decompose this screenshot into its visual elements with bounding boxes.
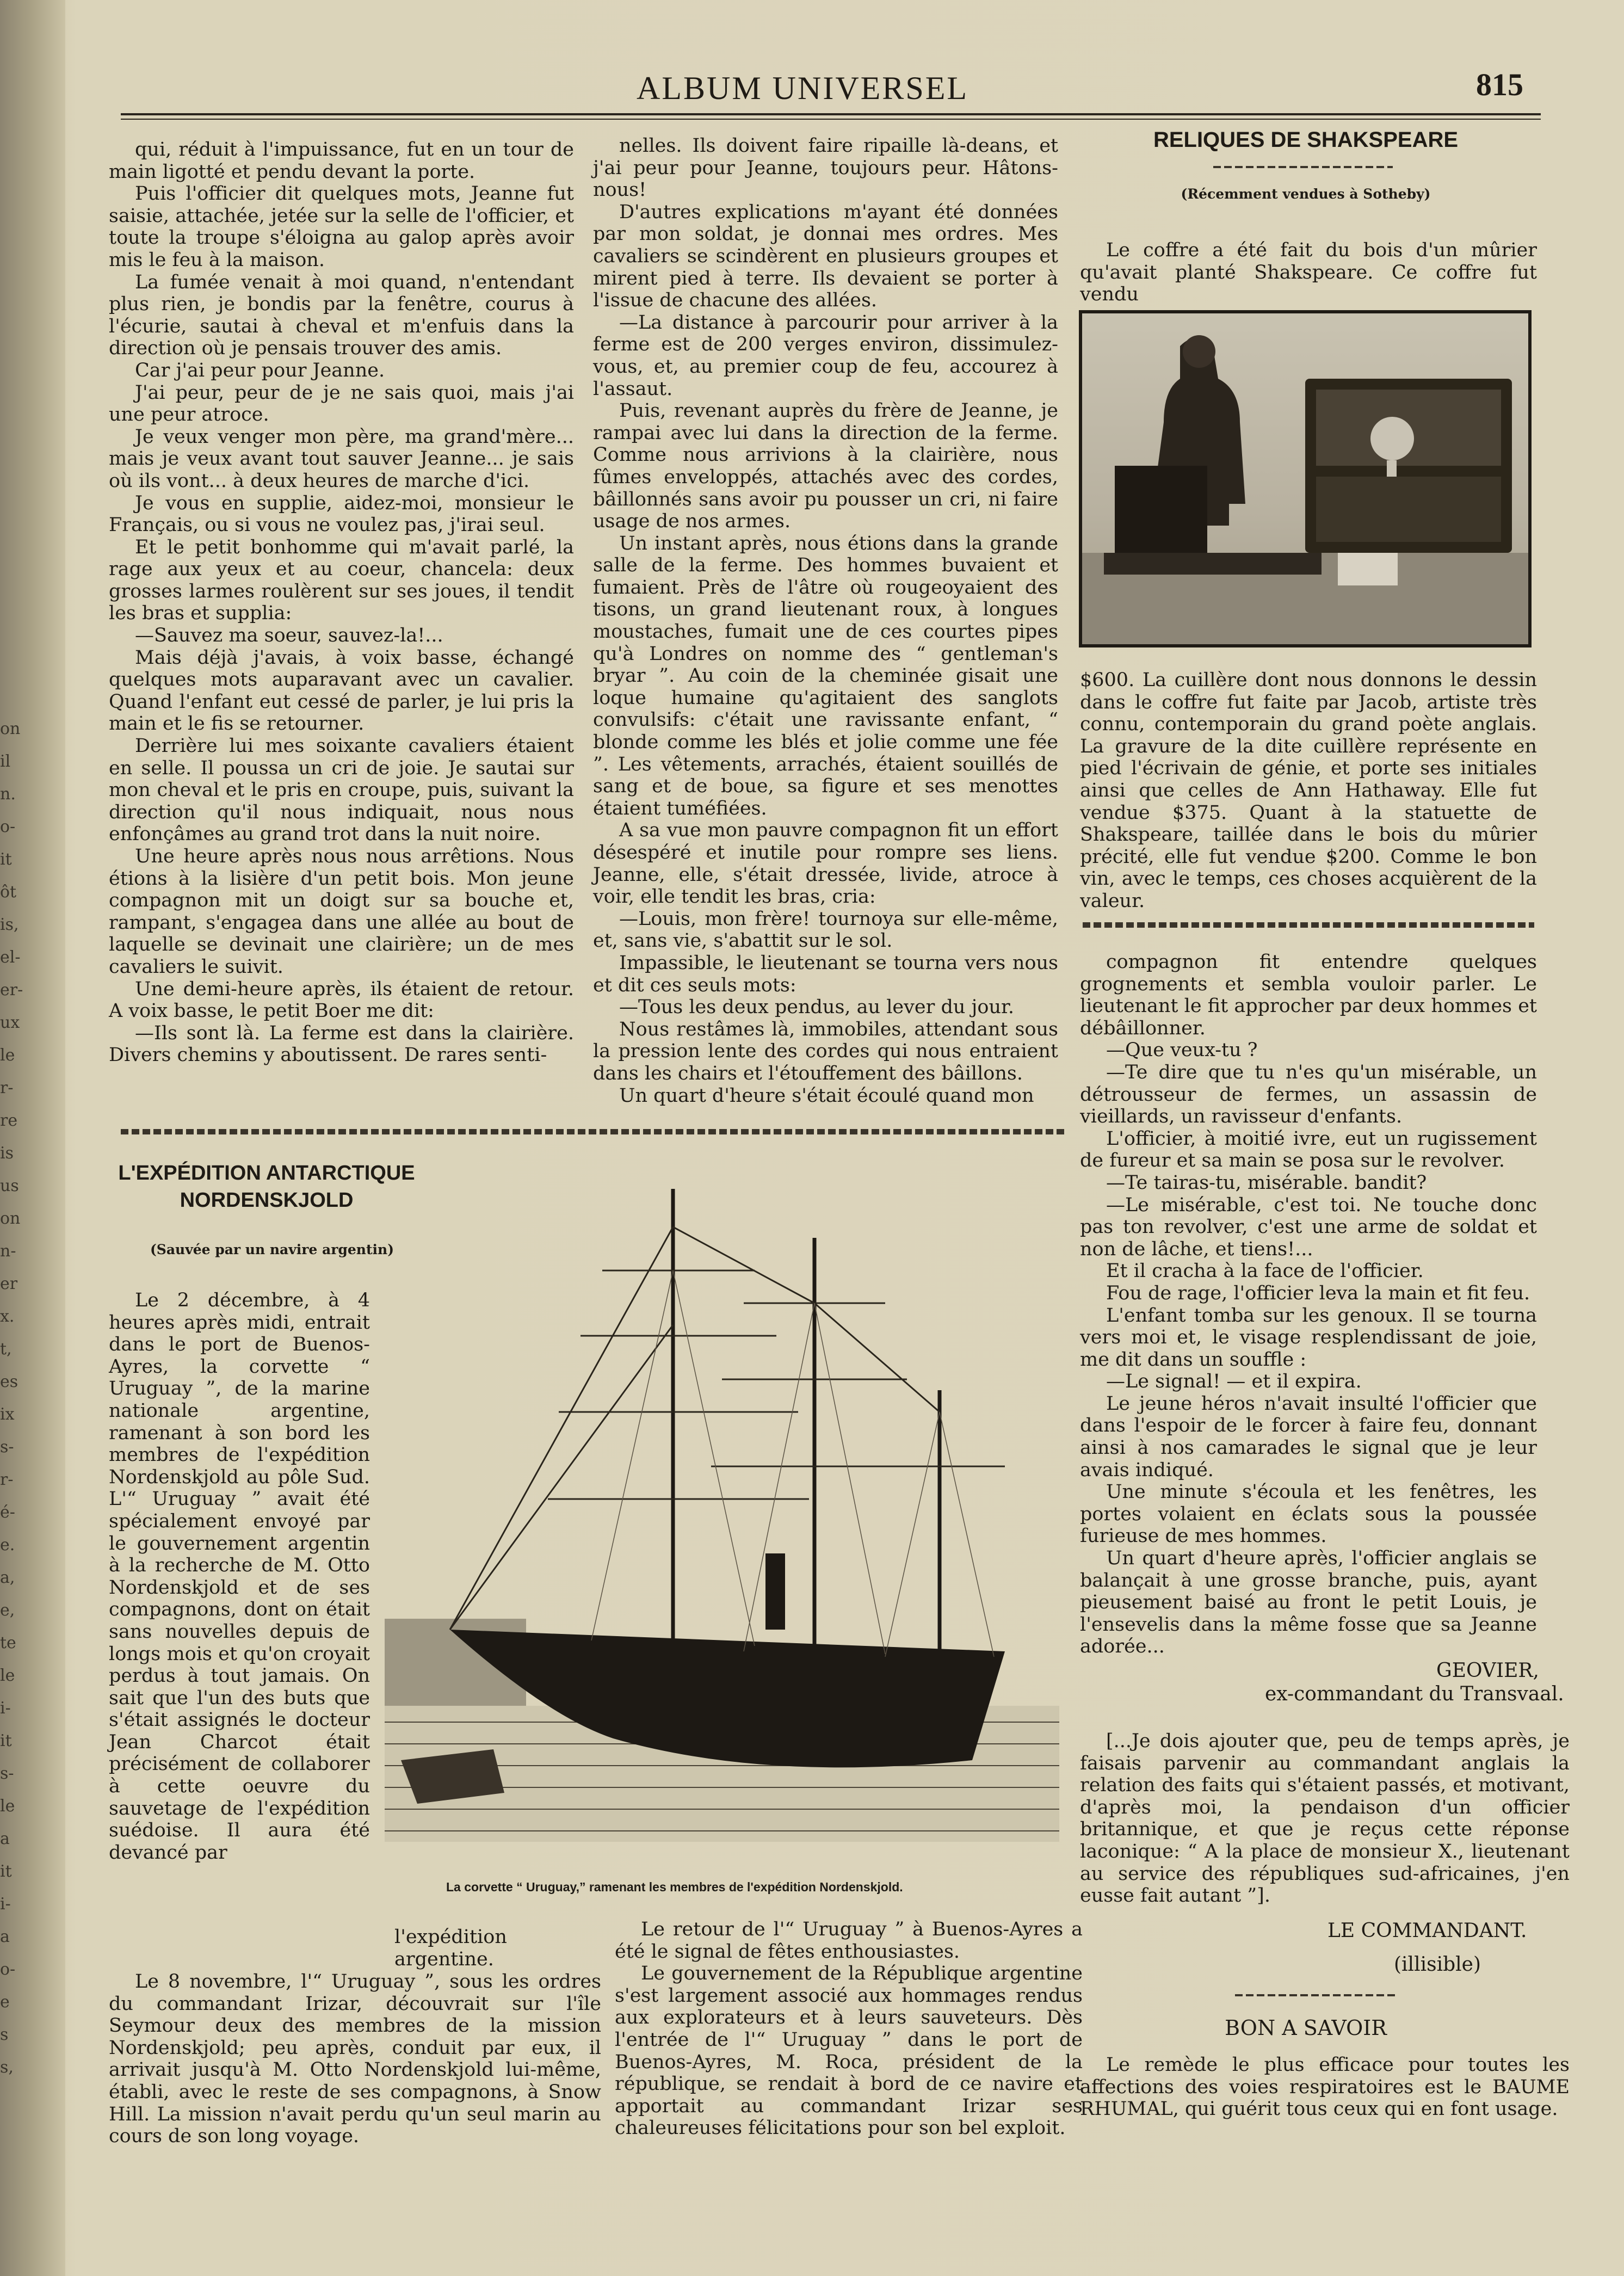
story-paragraph: —Sauvez ma soeur, sauvez-la!... — [135, 625, 443, 647]
margin-fragment: e. — [0, 1535, 15, 1555]
story-paragraph: —Que veux-tu ? — [1106, 1039, 1258, 1062]
margin-fragment: x. — [0, 1307, 15, 1326]
reliques-intro-text: Le coffre a été fait du bois d'un mûrier qu'avait planté Shakspeare. Ce coffre fut vendu — [1080, 239, 1537, 306]
story-paragraph: Nous restâmes là, immobiles, attendant sous la pression lente des cordes qui nous entraient dans les chairs et l'étouffement des bâillons. — [593, 1018, 1058, 1084]
antarctic-narrow-text: Le 2 décembre, à 4 heures après midi, entrait dans le port de Buenos-Ayres, la corvette “ Uruguay ”, de la marine nationale argentine, ramenant à son bord les membres de l'expédition Nordenskjold au pôle Sud. L'“ Uruguay ” avait été spécialement envoyé par le gouvernement argentin à la recherche de M. Otto Nordenskjold et de ses compagnons, dont on était sans nouvelles depuis de longs mois et qu'on croyait perdus à tout jamais. On sait que l'un des buts que s'était assignés le docteur Jean Charcot était précisément de collaborer à cette oeuvre du sauvetage de l'expédition suédoise. Il aura été devancé par — [109, 1290, 370, 1864]
margin-fragment: is — [0, 1144, 14, 1163]
story-paragraph: compagnon fit entendre quelques grognements et sembla vouloir parler. Le lieutenant le fit approcher par deux hommes et débâillonner. — [1080, 951, 1537, 1039]
antarctic-second-paragraph — [109, 1971, 601, 2148]
margin-fragment: é- — [0, 1503, 15, 1522]
margin-fragment: a — [0, 1829, 10, 1848]
bon-a-savoir-text: Le remède le plus efficace pour toutes les affections des voies respiratoires est le BAUME RHUMAL, qui guérit tous ceux qui en font usage. — [1080, 2054, 1570, 2120]
reliques-body-text: $600. La cuillère dont nous donnons le dessin dans le coffre fut faite par Jacob, artiste très connu, contemporain du grand poète anglais. La gravure de la dite cuillère représente en pied l'écrivain de génie, et porte ses initiales ainsi que celles de Ann Hathaway. Elle fut vendue $375. Quant à la statuette de Shakspeare, taillée dans le bois du mûrier précité, elle fut vendue $200. Comme le bon vin, avec le temps, ces choses acquièrent de la valeur. — [1080, 669, 1537, 912]
reliques-divider — [1213, 166, 1393, 168]
margin-fragment: is, — [0, 915, 19, 934]
margin-fragment: le — [0, 1046, 15, 1065]
margin-fragment: a, — [0, 1568, 15, 1587]
story-paragraph: —Louis, mon frère! tournoya sur elle-même, et, sans vie, s'abattit sur le sol. — [593, 908, 1058, 952]
story-paragraph: —Le misérable, c'est toi. Ne touche donc pas ton revolver, c'est une arme de soldat et non de lâche, et tiens!... — [1080, 1194, 1537, 1260]
margin-fragment: o- — [0, 817, 16, 836]
antarctic-wide-tail — [394, 1926, 579, 1970]
margin-fragment: it — [0, 1731, 12, 1750]
story-paragraph: Mais déjà j'avais, à voix basse, échangé quelques mots auparavant avec un cavalier. Quand l'enfant eut cessé de parler, je lui pris la main et le fis se retourner. — [109, 646, 574, 735]
margin-fragment: te — [0, 1633, 16, 1652]
margin-fragment: es — [0, 1372, 18, 1391]
editor-note — [1080, 1730, 1570, 1907]
margin-fragment: t, — [0, 1340, 12, 1359]
previous-page-margin-fragments — [0, 718, 26, 2089]
story-paragraph: —Te tairas-tu, misérable. bandit? — [1106, 1171, 1427, 1194]
story-paragraph: Puis l'officier dit quelques mots, Jeanne fut saisie, attachée, jetée sur la selle de l'officier, et toute la troupe s'éloigna au galop après avoir mis le feu à la maison. — [109, 183, 574, 271]
header-rule — [121, 113, 1541, 115]
reliques-subtitle: (Récemment vendues à Sotheby) — [1181, 186, 1431, 202]
margin-fragment: n. — [0, 785, 16, 804]
margin-fragment: s, — [0, 2058, 14, 2077]
margin-fragment: ix — [0, 1405, 15, 1424]
commandant-signature: LE COMMANDANT. — [1327, 1920, 1527, 1942]
margin-fragment: il — [0, 752, 11, 771]
margin-fragment: n- — [0, 1242, 16, 1261]
editor-note-text: [...Je dois ajouter que, peu de temps après, je faisais parvenir au commandant anglais la relation des faits qui s'étaient passés, et motivant, d'après moi, la pendaison d'un officier britannique, et que je reçus cette réponse laconique: “ A la place de monsieur X., lieutenant au service des républiques sud-africaines, j'en eusse fait autant ”]. — [1080, 1730, 1570, 1907]
margin-fragment: o- — [0, 1960, 16, 1979]
story-paragraph: J'ai peur, peur de je ne sais quoi, mais j'ai une peur atroce. — [109, 381, 574, 426]
bon-a-savoir-body — [1080, 2054, 1570, 2120]
antarctic-subtitle: (Sauvée par un navire argentin) — [150, 1242, 394, 1257]
story-paragraph: Un quart d'heure après, l'officier anglais se balançait à une grosse branche, puis, ayant pieusement baisé au front le petit Louis, je l'ensevelis dans la même fosse que sa Jeanne adorée... — [1080, 1547, 1537, 1658]
margin-fragment: ôt — [0, 883, 17, 902]
story-paragraph: Un quart d'heure s'était écoulé quand mon — [619, 1084, 1034, 1107]
margin-fragment: e, — [0, 1601, 15, 1620]
story-paragraph: Derrière lui mes soixante cavaliers étaient en selle. Il poussa un cri de joie. Je sautai sur mon cheval et le pris en croupe, puis, suivant la direction qu'il nous indiquait, nous nous enfonçâmes au grand trot dans la nuit noire. — [109, 735, 574, 846]
corvette-uruguay-illustration — [385, 1162, 1059, 1874]
margin-fragment: er- — [0, 980, 23, 1000]
signature-title: ex-commandant du Transvaal. — [1265, 1683, 1564, 1705]
antarctic-para2-text: Le 8 novembre, l'“ Uruguay ”, sous les ordres du commandant Irizar, découvrait sur l'île Seymour deux des membres de la mission Nordenskjold; peu après, conduit par eux, il arrivait jusqu'à M. Otto Nordenskjold lui-même, établi, avec le reste de ses compagnons, à Snow Hill. La mission n'avait perdu qu'un seul marin au cours de son long voyage. — [109, 1971, 601, 2148]
antarctic-wide-tail-text: l'expédition argentine. — [394, 1926, 507, 1970]
story-paragraph: Impassible, le lieutenant se tourna vers nous et dit ces seuls mots: — [593, 952, 1058, 996]
margin-fragment: ux — [0, 1013, 20, 1032]
story-column-3 — [1080, 951, 1537, 1658]
relics-photo-illustration — [1082, 313, 1528, 644]
ornament-divider — [1235, 1994, 1398, 1996]
reliques-body — [1080, 669, 1537, 912]
margin-fragment: er — [0, 1274, 18, 1293]
margin-fragment: us — [0, 1176, 19, 1195]
bon-a-savoir-title: BON A SAVOIR — [1225, 2016, 1387, 2040]
story-paragraph: Une heure après nous nous arrêtions. Nous étions à la lisière d'un petit bois. Mon jeune compagnon mit un doigt sur sa bouche et, rampant, s'engagea dans une allée au bout de laquelle se devinait une clairière; un de mes cavaliers le suivit. — [109, 846, 574, 978]
ship-caption: La corvette “ Uruguay,” ramenant les membres de l'expédition Nordenskjold. — [446, 1880, 903, 1894]
story-paragraph: L'enfant tomba sur les genoux. Il se tourna vers moi et, le visage resplendissant de joie, me dit dans un souffle : — [1080, 1304, 1537, 1371]
margin-fragment: a — [0, 1927, 10, 1946]
column3-divider — [1083, 922, 1534, 928]
story-paragraph: Je veux venger mon père, ma grand'mère... mais je veux avant tout sauver Jeanne... je sais où ils vont... à deux heures de marche d'ici. — [109, 425, 574, 492]
story-paragraph: Puis, revenant auprès du frère de Jeanne, je rampai avec lui dans la direction de la ferme. Comme nous arrivions à la clairière, nous fûmes enveloppés, attachés avec des cordes, bâillonnés sans avoir pu pousser un cri, ni faire usage de nos armes. — [593, 400, 1058, 533]
story-paragraph: Je vous en supplie, aidez-moi, monsieur le Français, ou si vous ne voulez pas, j'irai seul. — [109, 492, 574, 536]
margin-fragment: s- — [0, 1764, 14, 1783]
reliques-intro — [1080, 239, 1537, 306]
header-rule-thin — [121, 119, 1541, 120]
page-number: 815 — [1476, 67, 1523, 102]
antarctic-narrow-column — [109, 1290, 370, 1864]
story-paragraph: D'autres explications m'ayant été données par mon soldat, je donnai mes ordres. Mes cavaliers se scindèrent en plusieurs groupes et mirent pied à terre. Ils devaient se porter à l'issue de chacune des allées. — [593, 201, 1058, 312]
story-paragraph: qui, réduit à l'impuissance, fut en un tour de main ligotté et pendu devant la porte. — [109, 139, 574, 183]
ship-engraving — [385, 1162, 1059, 1874]
story-column-1 — [109, 139, 574, 1066]
antarctic-mid-p2: Le gouvernement de la République argentine s'est largement associé aux hommages rendus aux explorateurs et à leurs sauveteurs. Dès l'entrée de l'“ Uruguay ” dans le port de Buenos-Ayres, M. Roca, président de la république, se rendait à bord de ce navire et apportait au commandant Irizar ses chaleureuses félicitations pour son bel exploit. — [615, 1963, 1083, 2139]
story-paragraph: Fou de rage, l'officier leva la main et fit feu. — [1106, 1282, 1530, 1304]
page-header-title: ALBUM UNIVERSEL — [637, 70, 968, 106]
illisible-note: (illisible) — [1394, 1953, 1481, 1976]
margin-fragment: on — [0, 719, 21, 738]
margin-fragment: i- — [0, 1895, 11, 1914]
margin-fragment: on — [0, 1209, 21, 1228]
shakespeare-relics-photo — [1079, 310, 1532, 647]
signature-name: GEOVIER, — [1436, 1660, 1539, 1682]
story-paragraph: Une demi-heure après, ils étaient de retour. A voix basse, le petit Boer me dit: — [109, 978, 574, 1022]
story-paragraph: A sa vue mon pauvre compagnon fit un effort désespéré et inutile pour rompre ses liens. Jeanne, elle, s'était dressée, livide, atroce à voir, elle tendit les bras, cria: — [593, 819, 1058, 908]
margin-fragment: s- — [0, 1438, 14, 1457]
story-paragraph: —Te dire que tu n'es qu'un misérable, un détrousseur de fermes, un assassin de vieillards, un ravisseur d'enfants. — [1080, 1061, 1537, 1128]
story-paragraph: Et il cracha à la face de l'officier. — [1106, 1260, 1424, 1282]
margin-fragment: r- — [0, 1078, 14, 1097]
story-paragraph: —Le signal! — et il expira. — [1106, 1371, 1362, 1393]
antarctic-mid-p1: Le retour de l'“ Uruguay ” à Buenos-Ayres a été le signal de fêtes enthousiastes. — [615, 1919, 1083, 1963]
reliques-title: RELIQUES DE SHAKSPEARE — [1153, 128, 1459, 152]
margin-fragment: it — [0, 850, 12, 869]
margin-fragment: le — [0, 1797, 15, 1816]
section-divider — [121, 1129, 1067, 1134]
story-paragraph: La fumée venait à moi quand, n'entendant plus rien, je bondis par la fenêtre, courus à l'écurie, sautai à cheval et m'enfuis dans la direction où je pensais trouver des amis. — [109, 271, 574, 360]
margin-fragment: it — [0, 1862, 12, 1881]
story-paragraph: Le jeune héros n'avait insulté l'officier que dans l'espoir de le forcer à faire feu, donnant ainsi à nos camarades le signal que je leur avais indiqué. — [1080, 1392, 1537, 1481]
antarctic-title-line1: L'EXPÉDITION ANTARCTIQUE — [118, 1162, 415, 1185]
margin-fragment: le — [0, 1666, 15, 1685]
margin-fragment: e — [0, 1993, 10, 2012]
story-paragraph: Une minute s'écoula et les fenêtres, les portes volaient en éclats sous la poussée furieuse de mes hommes. — [1080, 1481, 1537, 1547]
margin-fragment: el- — [0, 948, 21, 967]
antarctic-middle-column — [615, 1919, 1083, 2139]
margin-fragment: s — [0, 2025, 9, 2044]
margin-fragment: re — [0, 1111, 18, 1130]
story-paragraph: nelles. Ils doivent faire ripaille là-deans, et j'ai peur pour Jeanne, toujours peur. Hâtons-nous! — [593, 135, 1058, 201]
story-paragraph: —Tous les deux pendus, au lever du jour. — [619, 996, 1014, 1019]
story-paragraph: —Ils sont là. La ferme est dans la clairière. Divers chemins y aboutissent. De rares senti- — [109, 1022, 574, 1066]
story-paragraph: Et le petit bonhomme qui m'avait parlé, la rage aux yeux et au coeur, chancela: deux grosses larmes roulèrent sur ses joues, il tendit les bras et supplia: — [109, 536, 574, 625]
story-paragraph: Car j'ai peur pour Jeanne. — [135, 359, 385, 381]
margin-fragment: i- — [0, 1699, 11, 1718]
story-column-2 — [593, 135, 1058, 1107]
story-paragraph: Un instant après, nous étions dans la grande salle de la ferme. Des hommes buvaient et fumaient. Près de l'âtre où rougeoyaient des tisons, un grand lieutenant roux, à longues moustaches, fumait une de ces courtes pipes qu'à Londres on nomme des “ gentleman's bryar ”. Au coin de la cheminée gisait une loque humaine qu'agitaient des sanglots convulsifs: c'était une ravissante enfant, “ blonde comme les blés et jolie comme une fée ”. Les vêtements, arrachés, étaient souillés de sang et de boue, sa figure et ses menottes étaient tuméfiées. — [593, 532, 1058, 819]
antarctic-title-line2: NORDENSKJOLD — [180, 1189, 354, 1212]
story-paragraph: —La distance à parcourir pour arriver à la ferme est de 200 verges environ, dissimulez-vous, et, au premier coup de feu, accourez à l'assaut. — [593, 311, 1058, 400]
story-paragraph: L'officier, à moitié ivre, eut un rugissement de fureur et sa main se posa sur le revolver. — [1080, 1127, 1537, 1172]
margin-fragment: r- — [0, 1470, 14, 1489]
